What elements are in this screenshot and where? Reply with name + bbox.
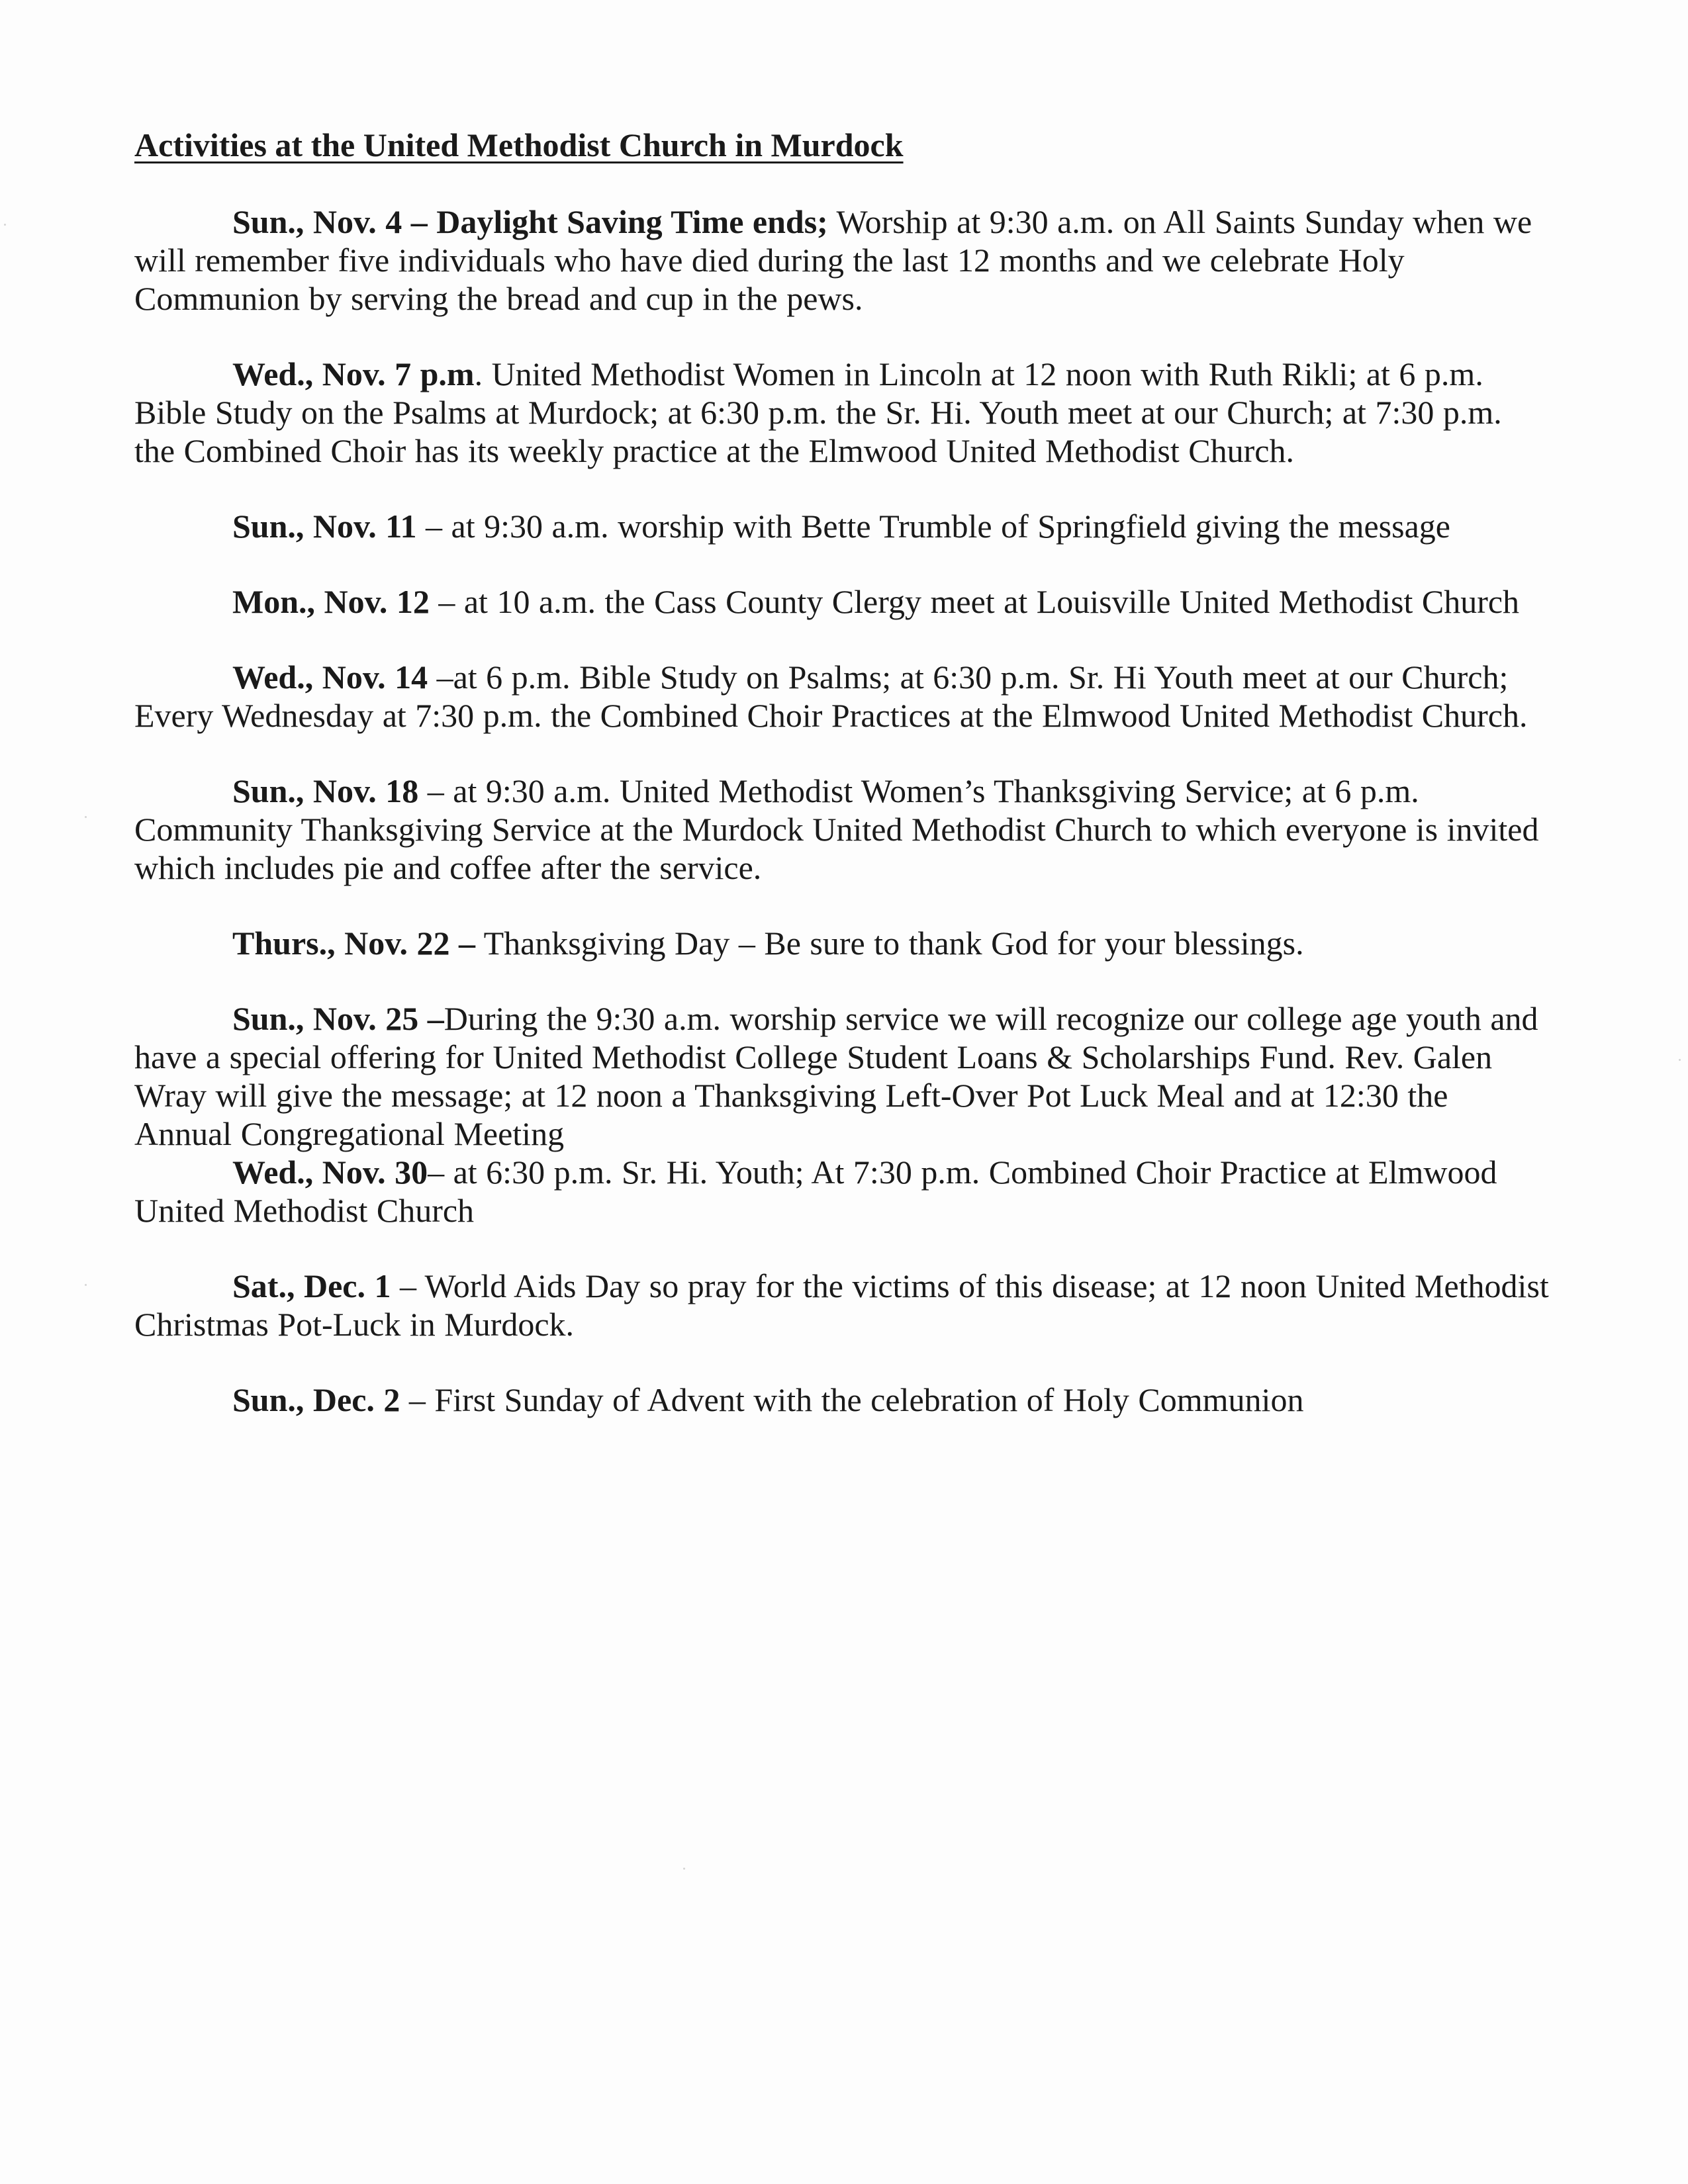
event-text: – at 10 a.m. the Cass County Clergy meet at Louisville United Methodist Church — [429, 583, 1520, 620]
event-text: Worship at 9:30 a.m. on All Saints Sunday when we will remember five individuals who have died during the last 12 months and we celebrate Holy Communion by serving the bread and cup in the pews. — [134, 203, 1532, 317]
event-date: Sun., Dec. 2 — [232, 1381, 400, 1418]
scan-speck — [1679, 1059, 1681, 1061]
event-date: Mon., Nov. 12 — [232, 583, 430, 620]
event-entry — [134, 1267, 1551, 1343]
event-text: – at 9:30 a.m. United Methodist Women’s Thanksgiving Service; at 6 p.m. Community Thanksgiving Service at the Murdock United Methodist Church to which everyone is invited which includes pie and coffee after the service. — [134, 772, 1539, 886]
event-text: . United Methodist Women in Lincoln at 12 noon with Ruth Rikli; at 6 p.m. Bible Study on the Psalms at Murdock; at 6:30 p.m. the Sr. Hi. Youth meet at our Church; at 7:30 p.m. the Combined Choir has its weekly practice at the Elmwood United Methodist Church. — [134, 355, 1502, 469]
event-date: Sat., Dec. 1 — [232, 1267, 391, 1304]
event-date: Wed., Nov. 7 p.m — [232, 355, 475, 392]
event-date: Wed., Nov. 30 — [232, 1154, 428, 1191]
event-date: Wed., Nov. 14 — [232, 659, 428, 696]
event-entry — [134, 999, 1551, 1153]
event-date: Sun., Nov. 18 — [232, 772, 419, 809]
document-title: Activities at the United Methodist Church in Murdock — [134, 126, 904, 163]
event-date: Sun., Nov. 11 — [232, 508, 417, 545]
event-text: – First Sunday of Advent with the celebration of Holy Communion — [400, 1381, 1304, 1418]
event-emphasis: Daylight Saving Time ends; — [436, 203, 828, 240]
event-text: –at 6 p.m. Bible Study on Psalms; at 6:30 p.m. Sr. Hi Youth meet at our Church; Every Wednesday at 7:30 p.m. the Combined Choir Practices at the Elmwood United Methodist Church. — [134, 659, 1528, 734]
event-entry — [134, 355, 1551, 470]
event-text: – World Aids Day so pray for the victims of this disease; at 12 noon United Methodist Christmas Pot-Luck in Murdock. — [134, 1267, 1549, 1343]
event-date: Thurs., Nov. 22 – — [232, 925, 475, 962]
event-text: During the 9:30 a.m. worship service we will recognize our college age youth and have a special offering for United Methodist College Student Loans & Scholarships Fund. Rev. Galen Wray will give the message; at 12 noon a Thanksgiving Left-Over Pot Luck Meal and at 12:30 the Annual Congregational Meeting — [134, 1000, 1538, 1152]
scan-speck — [85, 816, 87, 818]
event-text: – at 6:30 p.m. Sr. Hi. Youth; At 7:30 p.m. Combined Choir Practice at Elmwood United Methodist Church — [134, 1154, 1497, 1229]
event-entry — [134, 772, 1551, 887]
event-entry — [134, 507, 1551, 545]
event-entry — [134, 203, 1551, 318]
event-entry — [134, 658, 1551, 735]
event-entry — [134, 1153, 1551, 1230]
event-entry — [134, 582, 1551, 621]
event-date: Sun., Nov. 25 – — [232, 1000, 444, 1037]
event-text: Thanksgiving Day – Be sure to thank God for your blessings. — [475, 925, 1304, 962]
event-date: Sun., Nov. 4 – — [232, 203, 437, 240]
event-entry — [134, 1381, 1551, 1419]
scan-speck — [4, 224, 6, 226]
scan-speck — [683, 1868, 685, 1870]
scan-speck — [85, 1284, 87, 1286]
document-body — [134, 126, 1551, 1456]
event-entry — [134, 924, 1551, 962]
event-text: – at 9:30 a.m. worship with Bette Trumble of Springfield giving the message — [416, 508, 1450, 545]
